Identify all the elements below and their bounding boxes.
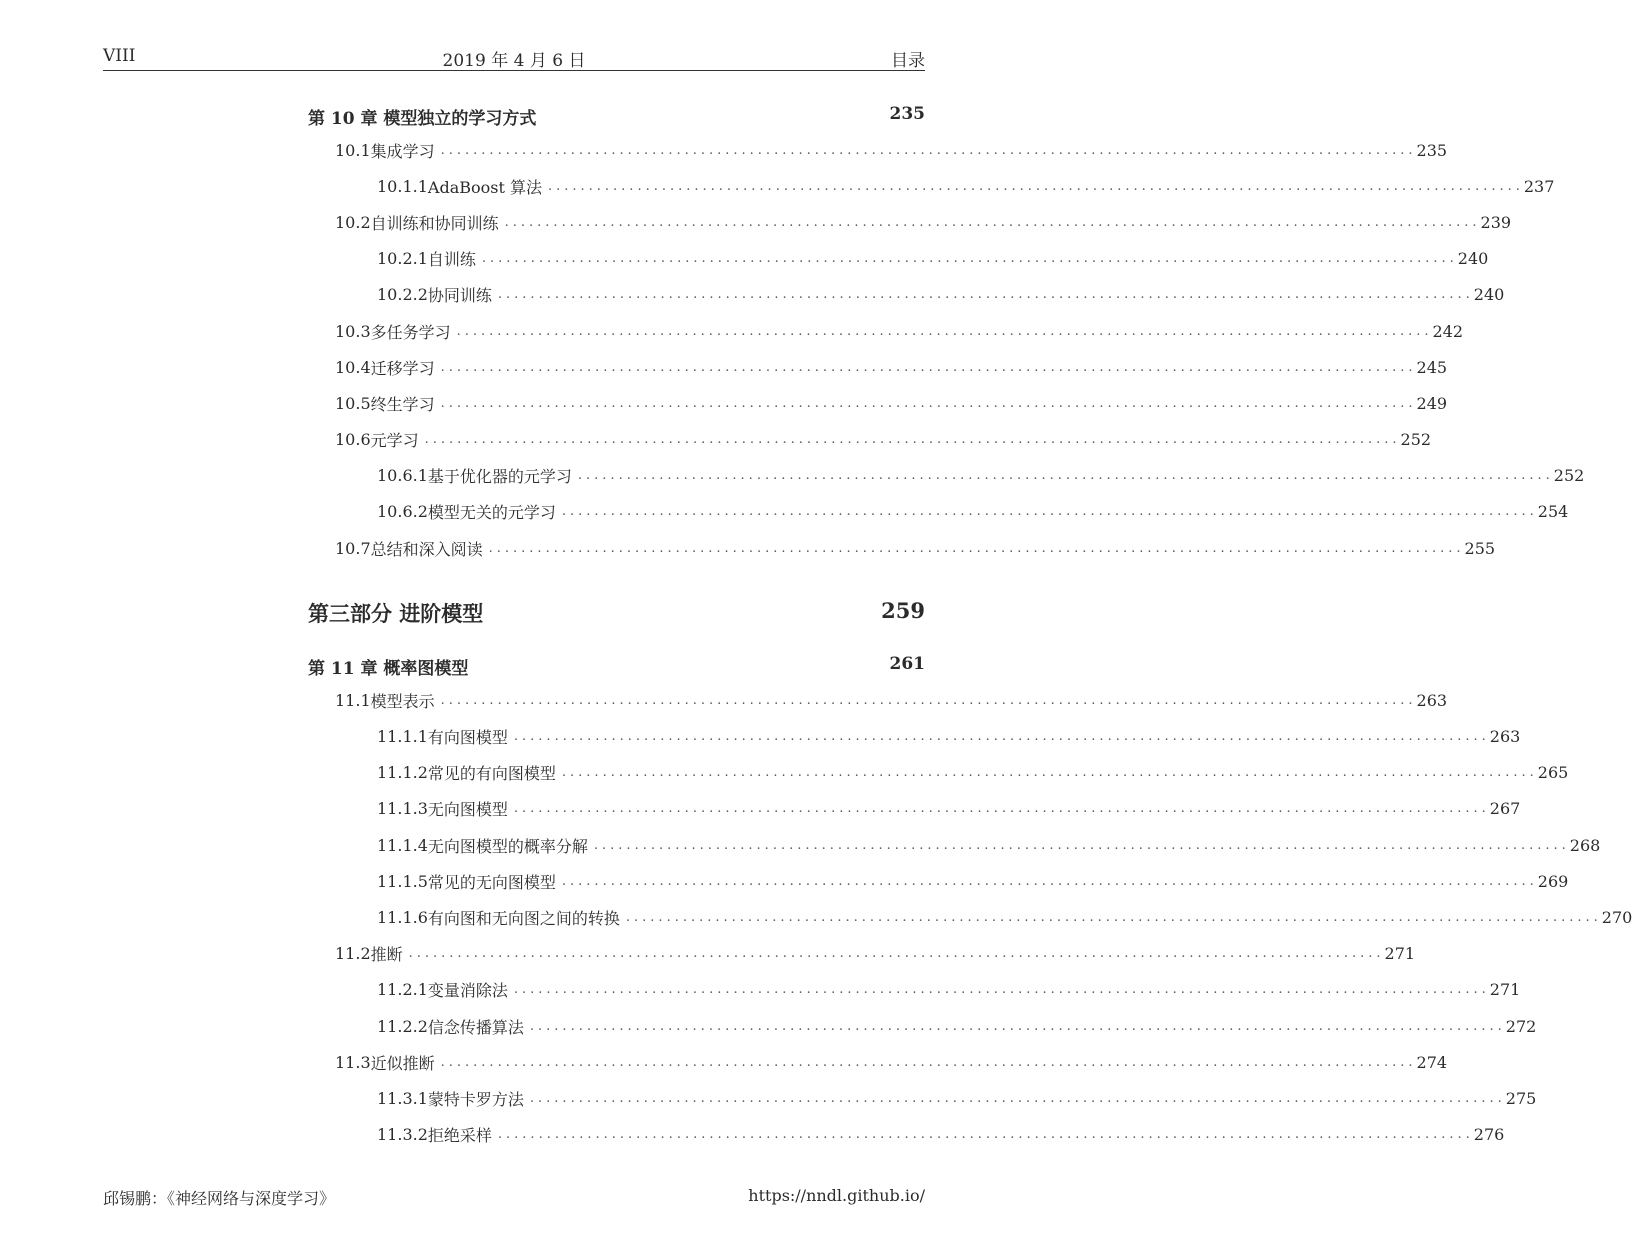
dot-leader: ........................................................................................................................ [440,1054,1417,1070]
toc-entry[interactable] [308,168,1555,204]
table-of-contents [308,96,1632,1153]
toc-part-3[interactable] [308,586,925,640]
entry-title: 有向图和无向图之间的转换 [427,908,620,928]
toc-entry[interactable] [308,972,1521,1008]
entry-page: 249 [1416,393,1448,413]
entry-title: 模型无关的元学习 [427,503,556,523]
entry-number: 11.1.5 [377,871,428,891]
entry-page: 245 [1416,357,1448,377]
entry-title: 蒙特卡罗方法 [427,1089,524,1109]
entry-number: 10.1 [335,140,371,160]
header-date: 2019 年 4 月 6 日 [442,51,586,71]
entry-number: 11.1 [335,690,371,710]
entry-page: 237 [1523,176,1555,196]
dot-leader: ........................................................................................................................ [440,359,1417,375]
entry-page: 276 [1473,1125,1505,1145]
entry-page: 240 [1457,249,1489,269]
entry-number: 10.2.2 [377,285,428,305]
dot-leader: ........................................................................................................................ [513,982,1490,998]
dot-leader: ........................................................................................................................ [488,540,1465,556]
entry-title: 常见的有向图模型 [427,764,556,784]
dot-leader: ........................................................................................................................ [456,323,1433,339]
entry-number: 11.1.6 [377,907,428,927]
entry-page: 242 [1432,321,1464,341]
toc-entry[interactable] [308,1008,1537,1044]
entry-number: 11.3.1 [377,1088,428,1108]
entry-page: 274 [1416,1052,1448,1072]
chapter-11-entries [308,682,1632,1152]
entry-number: 10.2.1 [377,249,428,269]
entry-number: 11.1.4 [377,835,428,855]
entry-number: 10.4 [335,357,371,377]
dot-leader: ........................................................................................................................ [497,287,1474,303]
entry-title: 终生学习 [370,394,435,414]
dot-leader: ........................................................................................................................ [529,1018,1506,1034]
entry-title: 信念传播算法 [427,1017,524,1037]
chapter-page: 235 [889,104,925,124]
entry-page: 271 [1489,980,1521,1000]
entry-number: 11.2.1 [377,980,428,1000]
chapter-10-entries [308,132,1585,566]
entry-number: 10.6 [335,430,371,450]
entry-title: 元学习 [370,431,419,451]
entry-number: 11.1.1 [377,727,428,747]
toc-entry[interactable] [308,204,1512,240]
entry-number: 11.3 [335,1052,371,1072]
entry-title: 多任务学习 [370,322,451,342]
chapter-page: 261 [889,654,925,675]
entry-page: 235 [1416,140,1448,160]
entry-title: 自训练 [427,250,476,270]
dot-leader: ........................................................................................................................ [481,251,1458,267]
dot-leader: ........................................................................................................................ [513,801,1490,817]
entry-page: 263 [1416,690,1448,710]
entry-page: 252 [1400,430,1432,450]
dot-leader: ........................................................................................................................ [424,432,1401,448]
toc-entry[interactable] [308,755,1569,791]
entry-page: 240 [1473,285,1505,305]
toc-entry[interactable] [308,1117,1505,1153]
dot-leader: ........................................................................................................................ [408,946,1385,962]
entry-page: 255 [1464,538,1496,558]
footer-citation: 邱锡鹏：《神经网络与深度学习》 [103,1189,336,1208]
toc-entry[interactable] [308,494,1569,530]
dot-leader: ........................................................................................................................ [547,178,1524,194]
entry-title: 无向图模型的概率分解 [427,836,588,856]
part-label: 第三部分 进阶模型 [308,601,484,627]
entry-page: 272 [1505,1016,1537,1036]
entry-number: 11.1.3 [377,799,428,819]
toc-entry[interactable] [308,313,1464,349]
dot-leader: ........................................................................................................................ [593,837,1570,853]
entry-title: 集成学习 [370,141,435,161]
entry-number: 10.5 [335,393,371,413]
page-header [103,44,925,71]
entry-page: 254 [1537,502,1569,522]
entry-page: 275 [1505,1088,1537,1108]
dot-leader: ........................................................................................................................ [504,214,1481,230]
dot-leader: ........................................................................................................................ [561,765,1538,781]
dot-leader: ........................................................................................................................ [625,909,1602,925]
entry-page: 269 [1537,871,1569,891]
toc-chapter-10[interactable] [308,96,925,132]
dot-leader: ........................................................................................................................ [561,873,1538,889]
toc-entry[interactable] [308,277,1505,313]
entry-title: 基于优化器的元学习 [427,467,572,487]
entry-title: 有向图模型 [427,728,508,748]
entry-title: 变量消除法 [427,981,508,1001]
entry-number: 11.2.2 [377,1016,428,1036]
toc-entry[interactable] [308,936,1416,972]
dot-leader: ........................................................................................................................ [440,142,1417,158]
footer-url[interactable]: https://nndl.github.io/ [748,1186,925,1205]
entry-title: 模型表示 [370,691,435,711]
entry-title: 自训练和协同训练 [370,213,499,233]
entry-page: 239 [1480,212,1512,232]
entry-number: 10.7 [335,538,371,558]
entry-page: 265 [1537,763,1569,783]
toc-entry[interactable] [308,530,1496,566]
entry-page: 252 [1553,466,1585,486]
entry-title: 协同训练 [427,286,492,306]
entry-number: 11.3.2 [377,1125,428,1145]
part-page: 259 [881,598,925,624]
entry-title: 近似推断 [370,1053,435,1073]
entry-number: 10.3 [335,321,371,341]
dot-leader: ........................................................................................................................ [440,395,1417,411]
toc-entry[interactable] [308,458,1585,494]
dot-leader: ........................................................................................................................ [497,1127,1474,1143]
page-number: VIII [103,46,136,66]
dot-leader: ........................................................................................................................ [440,692,1417,708]
chapter-label: 第 11 章 概率图模型 [308,659,469,680]
entry-number: 11.1.2 [377,763,428,783]
entry-number: 10.6.2 [377,502,428,522]
entry-title: 拒绝采样 [427,1126,492,1146]
toc-entry[interactable] [308,132,1448,168]
dot-leader: ........................................................................................................................ [561,504,1538,520]
toc-entry[interactable] [308,1080,1537,1116]
entry-title: 常见的无向图模型 [427,872,556,892]
entry-title: 无向图模型 [427,800,508,820]
toc-chapter-11[interactable] [308,646,925,682]
entry-page: 271 [1384,944,1416,964]
toc-entry[interactable] [308,422,1432,458]
entry-page: 263 [1489,727,1521,747]
toc-entry[interactable] [308,791,1521,827]
entry-title: AdaBoost 算法 [427,177,542,197]
entry-title: 推断 [370,945,403,965]
toc-entry[interactable] [308,863,1569,899]
toc-entry[interactable] [308,241,1489,277]
entry-title: 迁移学习 [370,358,435,378]
toc-entry[interactable] [308,899,1632,935]
toc-entry[interactable] [308,1044,1448,1080]
page-footer [103,1186,925,1210]
dot-leader: ........................................................................................................................ [529,1090,1506,1106]
entry-number: 10.6.1 [377,466,428,486]
entry-number: 10.2 [335,212,371,232]
entry-title: 总结和深入阅读 [370,539,483,559]
entry-number: 10.1.1 [377,176,428,196]
toc-entry[interactable] [308,682,1448,718]
dot-leader: ........................................................................................................................ [577,468,1554,484]
entry-page: 270 [1601,907,1632,927]
toc-entry[interactable] [308,385,1448,421]
toc-entry[interactable] [308,349,1448,385]
header-section-title: 目录 [891,51,925,71]
entry-page: 268 [1569,835,1601,855]
entry-page: 267 [1489,799,1521,819]
dot-leader: ........................................................................................................................ [513,729,1490,745]
chapter-label: 第 10 章 模型独立的学习方式 [308,109,537,129]
toc-entry[interactable] [308,718,1521,754]
toc-entry[interactable] [308,827,1601,863]
entry-number: 11.2 [335,944,371,964]
